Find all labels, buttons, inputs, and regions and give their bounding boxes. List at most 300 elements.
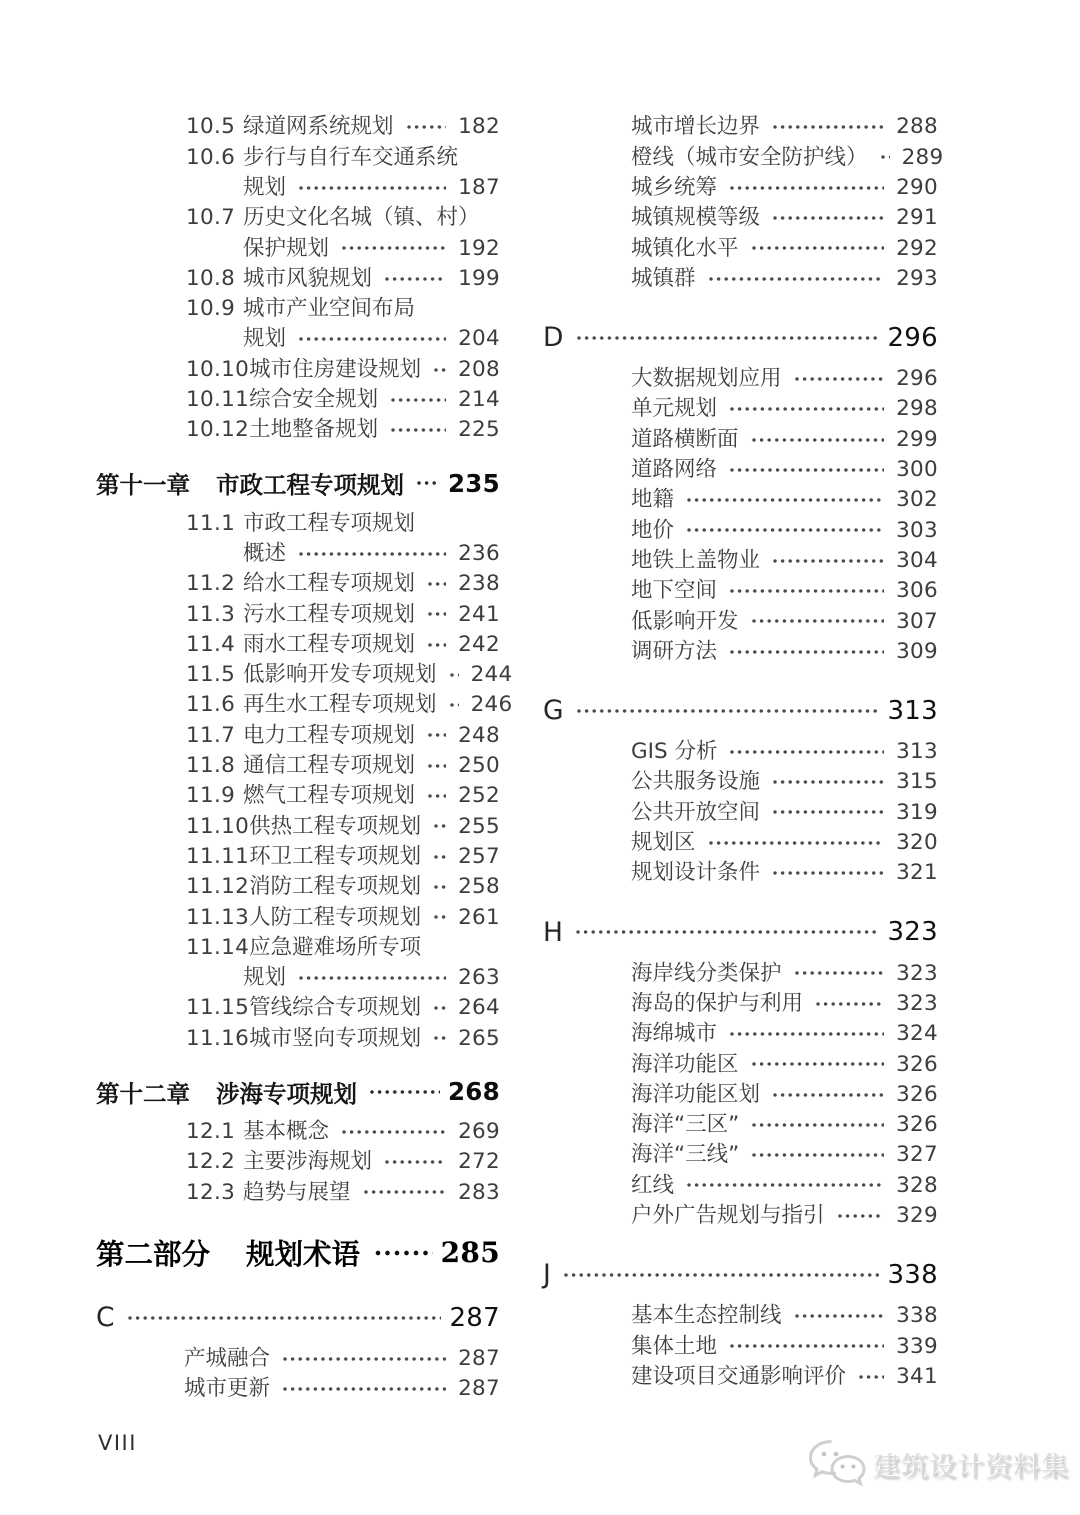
toc-entry-page: 265	[458, 1025, 500, 1051]
letter-label: C	[96, 1302, 116, 1333]
letter-page: 313	[887, 695, 938, 726]
toc-letter-heading	[543, 912, 938, 952]
toc-entry-title: 主要涉海规划	[243, 1149, 373, 1175]
dot-leader	[363, 1189, 446, 1195]
toc-row	[96, 1374, 500, 1404]
toc-entry-page: 293	[896, 265, 938, 291]
toc-entry-title: 城镇群	[631, 265, 696, 291]
toc-entry-title: 产城融合	[184, 1345, 271, 1371]
toc-entry-number: 11.6	[186, 692, 236, 718]
dot-leader	[575, 929, 879, 935]
toc-part-heading	[96, 1232, 500, 1274]
toc-entry-title: 城乡统筹	[631, 174, 718, 200]
toc-entry-page: 313	[896, 739, 938, 765]
toc-entry-title: 污水工程专项规划	[243, 601, 416, 627]
toc-entries-block	[543, 364, 938, 667]
dot-leader	[772, 124, 884, 130]
toc-row	[543, 546, 938, 576]
toc-entry-title: 历史文化名城（镇、村）	[243, 205, 480, 231]
toc-entry-page: 290	[896, 174, 938, 200]
toc-entry-number: 11.12	[186, 874, 250, 900]
letter-label: D	[543, 322, 564, 354]
toc-entries-block	[96, 508, 513, 1053]
toc-row	[543, 173, 938, 203]
toc-row	[543, 394, 938, 424]
toc-row	[543, 485, 938, 515]
toc-row	[543, 1331, 938, 1361]
toc-entry-page: 323	[896, 990, 938, 1016]
toc-entry-title: GIS 分析	[631, 739, 718, 765]
toc-entry-title: 海洋功能区	[631, 1051, 739, 1077]
toc-entry-page: 327	[896, 1142, 938, 1168]
toc-entry-title: 公共服务设施	[631, 769, 761, 795]
toc-entry-page: 258	[458, 874, 500, 900]
toc-row	[543, 1201, 938, 1231]
toc-row	[96, 1177, 500, 1207]
dot-leader	[772, 809, 884, 815]
toc-entry-page: 324	[896, 1021, 938, 1047]
toc-entry-page: 339	[896, 1333, 938, 1359]
toc-row	[96, 1147, 500, 1177]
toc-entry-title: 城市更新	[184, 1376, 271, 1402]
toc-letter-heading	[543, 318, 938, 358]
toc-row	[96, 599, 500, 629]
toc-entries-block	[543, 958, 938, 1231]
toc-entry-number: 11.7	[186, 722, 236, 748]
dot-leader	[433, 914, 446, 920]
toc-entry-title: 红线	[631, 1172, 675, 1198]
toc-row	[543, 858, 938, 888]
toc-entry-title: 人防工程专项规划	[249, 904, 422, 930]
toc-row	[543, 112, 938, 142]
toc-entry-title: 集体土地	[631, 1333, 718, 1359]
dot-leader	[751, 1122, 884, 1128]
toc-entry-title: 调研方法	[631, 638, 718, 664]
toc-row	[96, 173, 500, 203]
toc-entry-number: 11.1	[186, 510, 236, 536]
dot-leader	[751, 245, 884, 251]
dot-leader	[433, 367, 446, 373]
wechat-icon	[806, 1437, 868, 1491]
toc-entries-block	[543, 1301, 938, 1392]
toc-row	[96, 539, 500, 569]
dot-leader	[433, 823, 446, 829]
toc-entry-number: 11.8	[186, 753, 236, 779]
toc-entry-page: 236	[458, 540, 500, 566]
toc-row	[96, 142, 500, 172]
toc-entry-title: 海岸线分类保护	[631, 960, 782, 986]
toc-entry-title: 地下空间	[631, 578, 718, 604]
toc-entry-page: 187	[458, 174, 500, 200]
toc-entries-block	[543, 737, 938, 888]
toc-row	[96, 720, 500, 750]
watermark	[806, 1437, 1069, 1491]
dot-leader	[576, 335, 880, 341]
toc-entry-title: 公共开放空间	[631, 799, 761, 825]
page-number: VIII	[98, 1431, 137, 1455]
toc-entry-number: 11.13	[186, 904, 250, 930]
toc-entry-page: 296	[896, 366, 938, 392]
dot-leader	[815, 1001, 884, 1007]
dot-leader	[729, 1031, 884, 1037]
toc-entry-number: 11.9	[186, 783, 236, 809]
toc-row	[96, 811, 500, 841]
heading-page: 285	[440, 1236, 500, 1269]
toc-row	[96, 690, 513, 720]
dot-leader	[427, 732, 446, 738]
toc-entry-page: 307	[896, 608, 938, 634]
toc-entry-title: 步行与自行车交通系统	[243, 144, 459, 170]
toc-row	[543, 1362, 938, 1392]
dot-leader	[449, 672, 459, 678]
toc-entry-title: 城市住房建设规划	[249, 356, 422, 382]
dot-leader	[433, 1005, 446, 1011]
toc-letter-heading	[96, 1298, 500, 1338]
heading-number: 第十二章	[96, 1079, 190, 1108]
dot-leader	[772, 870, 884, 876]
dot-leader	[751, 618, 884, 624]
toc-row	[543, 1079, 938, 1109]
toc-entry-page: 326	[896, 1081, 938, 1107]
toc-row	[543, 606, 938, 636]
dot-leader	[369, 1089, 440, 1095]
toc-row	[96, 508, 500, 538]
toc-entry-page: 283	[458, 1179, 500, 1205]
toc-entry-page: 288	[896, 114, 938, 140]
toc-entry-title: 城镇规模等级	[631, 205, 761, 231]
toc-row	[96, 842, 500, 872]
toc-row	[543, 1110, 938, 1140]
toc-entry-title: 趋势与展望	[243, 1179, 351, 1205]
toc-entry-page: 326	[896, 1112, 938, 1138]
dot-leader	[282, 1356, 446, 1362]
toc-row	[543, 636, 938, 666]
toc-entry-title: 道路网络	[631, 457, 718, 483]
toc-entry-page: 319	[896, 799, 938, 825]
toc-entry-title: 供热工程专项规划	[249, 813, 422, 839]
toc-entry-page: 289	[901, 144, 944, 170]
toc-entries-block	[96, 1344, 500, 1405]
toc-entry-number: 11.16	[186, 1025, 250, 1051]
toc-row	[543, 958, 938, 988]
toc-entry-title: 综合安全规划	[249, 387, 379, 413]
toc-row	[543, 515, 938, 545]
toc-entry-page: 302	[896, 487, 938, 513]
letter-label: H	[543, 916, 564, 948]
toc-column-left	[96, 0, 513, 1404]
toc-row	[96, 263, 500, 293]
toc-row	[543, 737, 938, 767]
toc-entry-number: 10.5	[186, 114, 236, 140]
toc-entry-number: 11.10	[186, 813, 250, 839]
toc-row	[543, 263, 938, 293]
toc-row	[96, 781, 500, 811]
toc-row	[96, 872, 500, 902]
dot-leader	[127, 1315, 441, 1321]
dot-leader	[374, 1249, 433, 1257]
toc-entry-number: 10.10	[186, 356, 250, 382]
toc-entry-number: 12.2	[186, 1149, 236, 1175]
toc-entry-title: 电力工程专项规划	[243, 722, 416, 748]
toc-entry-title: 土地整备规划	[249, 417, 379, 443]
toc-entry-page: 341	[896, 1363, 938, 1389]
dot-leader	[282, 1386, 446, 1392]
toc-entry-page: 320	[896, 830, 938, 856]
toc-entry-page: 199	[458, 265, 500, 291]
toc-entry-page: 329	[896, 1203, 938, 1228]
toc-entry-title: 再生水工程专项规划	[243, 692, 437, 718]
toc-entry-title: 管线综合专项规划	[249, 995, 422, 1021]
toc-entry-title: 户外广告规划与指引	[631, 1203, 825, 1228]
toc-letter-heading	[543, 691, 938, 731]
toc-entry-title: 大数据规划应用	[631, 366, 782, 392]
toc-entry-title: 海岛的保护与利用	[631, 990, 804, 1016]
dot-leader	[751, 437, 884, 443]
watermark-text: 建筑设计资料集	[873, 1451, 1069, 1483]
toc-row	[96, 751, 500, 781]
dot-leader	[772, 1092, 884, 1098]
toc-row	[96, 932, 500, 962]
toc-row	[96, 993, 500, 1023]
dot-leader	[794, 376, 884, 382]
toc-entry-page: 261	[458, 904, 500, 930]
toc-entry-title: 规划区	[631, 830, 696, 856]
toc-entry-title: 规划	[243, 326, 287, 352]
toc-entry-page: 242	[458, 631, 500, 657]
letter-page: 323	[887, 917, 938, 948]
heading-page: 235	[447, 468, 500, 498]
toc-entry-title: 单元规划	[631, 396, 718, 422]
toc-entry-title: 地铁上盖物业	[631, 547, 761, 573]
dot-leader	[880, 154, 890, 160]
toc-entry-number: 10.9	[186, 296, 236, 322]
toc-entry-page: 315	[896, 769, 938, 795]
dot-leader	[729, 1343, 884, 1349]
toc-row	[96, 324, 500, 354]
toc-entry-title: 规划	[243, 965, 287, 991]
dot-leader	[729, 406, 884, 412]
toc-entry-title: 规划设计条件	[631, 860, 761, 886]
toc-entry-title: 给水工程专项规划	[243, 571, 416, 597]
dot-leader	[449, 702, 459, 708]
dot-leader	[427, 793, 446, 799]
toc-row	[96, 1344, 500, 1374]
toc-row	[96, 963, 500, 993]
dot-leader	[341, 245, 446, 251]
toc-entry-number: 11.2	[186, 571, 236, 597]
dot-leader	[416, 480, 440, 486]
toc-row	[543, 203, 938, 233]
letter-label: G	[543, 695, 565, 727]
dot-leader	[341, 1129, 446, 1135]
dot-leader	[427, 611, 446, 617]
toc-row	[96, 1117, 500, 1147]
heading-number: 第二部分	[96, 1237, 211, 1271]
toc-row	[543, 828, 938, 858]
toc-entry-page: 214	[458, 387, 500, 413]
toc-entry-title: 环卫工程专项规划	[249, 843, 422, 869]
toc-entry-title: 通信工程专项规划	[243, 753, 416, 779]
heading-page: 268	[447, 1077, 500, 1107]
toc-entry-page: 257	[458, 843, 500, 869]
toc-entry-page: 204	[458, 326, 500, 352]
toc-row	[543, 455, 938, 485]
toc-entry-title: 海绵城市	[631, 1021, 718, 1047]
heading-title: 规划术语	[246, 1237, 361, 1271]
dot-leader	[406, 124, 446, 130]
dot-leader	[751, 1152, 884, 1158]
toc-entry-title: 城市竖向专项规划	[249, 1025, 422, 1051]
toc-entry-title: 低影响开发专项规划	[243, 662, 437, 688]
toc-entry-title: 城市增长边界	[631, 114, 761, 140]
toc-entry-page: 321	[896, 860, 938, 886]
toc-entry-number: 10.12	[186, 417, 250, 443]
toc-row	[96, 1023, 500, 1053]
toc-entry-number: 10.8	[186, 265, 236, 291]
toc-row	[543, 1170, 938, 1200]
toc-entry-page: 255	[458, 813, 500, 839]
toc-entries-block	[543, 112, 944, 294]
toc-row	[96, 112, 500, 142]
toc-entry-page: 272	[458, 1149, 500, 1175]
dot-leader	[729, 185, 884, 191]
dot-leader	[794, 970, 884, 976]
toc-letter-heading	[543, 1255, 938, 1295]
toc-entry-title: 基本生态控制线	[631, 1303, 782, 1329]
toc-entry-page: 248	[458, 722, 500, 748]
toc-entry-title: 橙线（城市安全防护线）	[631, 144, 868, 170]
toc-column-right	[543, 0, 944, 1392]
dot-leader	[427, 581, 446, 587]
toc-entry-page: 238	[458, 571, 500, 597]
toc-entry-page: 250	[458, 753, 500, 779]
toc-entry-page: 309	[896, 638, 938, 664]
toc-entry-page: 328	[896, 1172, 938, 1198]
dot-leader	[384, 1159, 446, 1165]
dot-leader	[729, 467, 884, 473]
toc-entry-page: 252	[458, 783, 500, 809]
toc-entry-title: 地籍	[631, 487, 675, 513]
toc-entry-title: 概述	[243, 540, 287, 566]
dot-leader	[837, 1213, 884, 1219]
toc-row	[96, 385, 500, 415]
dot-leader	[751, 1061, 884, 1067]
heading-title: 涉海专项规划	[216, 1079, 357, 1108]
toc-row	[543, 142, 944, 172]
toc-entry-number: 11.15	[186, 995, 250, 1021]
toc-row	[543, 364, 938, 394]
toc-entry-page: 182	[458, 114, 500, 140]
toc-entry-number: 11.14	[186, 934, 250, 960]
toc-entries-block	[96, 1117, 500, 1208]
toc-entry-page: 287	[458, 1345, 500, 1371]
dot-leader	[858, 1374, 884, 1380]
toc-entry-title: 应急避难场所专项	[249, 934, 422, 960]
toc-entry-number: 12.1	[186, 1119, 236, 1144]
toc-entry-page: 244	[470, 662, 513, 688]
dot-leader	[390, 427, 446, 433]
dot-leader	[576, 708, 879, 714]
toc-entry-page: 323	[896, 960, 938, 986]
toc-entry-page: 263	[458, 965, 500, 991]
dot-leader	[563, 1272, 879, 1278]
toc-entry-page: 208	[458, 356, 500, 382]
toc-entry-title: 消防工程专项规划	[249, 874, 422, 900]
toc-entry-page: 299	[896, 426, 938, 452]
dot-leader	[433, 884, 446, 890]
toc-entry-number: 10.6	[186, 144, 236, 170]
toc-row	[96, 569, 500, 599]
dot-leader	[298, 551, 446, 557]
toc-row	[96, 294, 500, 324]
toc-entry-number: 11.5	[186, 662, 236, 688]
dot-leader	[729, 649, 884, 655]
toc-entry-title: 低影响开发	[631, 608, 739, 634]
toc-entry-page: 298	[896, 396, 938, 422]
toc-row	[543, 424, 938, 454]
toc-entry-page: 264	[458, 995, 500, 1021]
toc-row	[543, 1049, 938, 1079]
letter-page: 296	[887, 322, 938, 353]
toc-row	[96, 902, 500, 932]
toc-chapter-heading	[96, 1074, 500, 1110]
toc-row	[96, 203, 500, 233]
heading-number: 第十一章	[96, 471, 190, 500]
toc-chapter-heading	[96, 465, 500, 501]
toc-entry-title: 规划	[243, 174, 287, 200]
toc-row	[543, 1140, 938, 1170]
dot-leader	[708, 840, 884, 846]
toc-entry-title: 道路横断面	[631, 426, 739, 452]
dot-leader	[427, 642, 446, 648]
toc-entry-title: 市政工程专项规划	[243, 510, 416, 536]
toc-entry-title: 雨水工程专项规划	[243, 631, 416, 657]
toc-row	[96, 660, 513, 690]
dot-leader	[772, 215, 884, 221]
dot-leader	[686, 1182, 884, 1188]
toc-row	[543, 233, 938, 263]
dot-leader	[298, 185, 446, 191]
dot-leader	[298, 975, 446, 981]
dot-leader	[686, 497, 884, 503]
dot-leader	[686, 527, 884, 533]
toc-entry-page: 291	[896, 205, 938, 231]
letter-page: 287	[449, 1302, 500, 1333]
toc-entry-page: 338	[896, 1303, 938, 1329]
toc-row	[96, 629, 500, 659]
toc-entry-page: 287	[458, 1376, 500, 1402]
toc-entry-title: 保护规划	[243, 235, 330, 261]
toc-entry-page: 303	[896, 517, 938, 543]
toc-entry-page: 225	[458, 417, 500, 443]
toc-entry-page: 192	[458, 235, 500, 261]
dot-leader	[427, 763, 446, 769]
toc-row	[543, 576, 938, 606]
toc-entry-page: 306	[896, 578, 938, 604]
dot-leader	[729, 588, 884, 594]
toc-entry-title: 海洋功能区划	[631, 1081, 761, 1107]
toc-entry-title: 绿道网系统规划	[243, 114, 394, 140]
dot-leader	[433, 854, 446, 860]
dot-leader	[708, 276, 884, 282]
toc-row	[543, 797, 938, 827]
toc-entry-number: 11.11	[186, 843, 250, 869]
letter-page: 338	[887, 1259, 938, 1290]
toc-entry-number: 10.7	[186, 205, 236, 231]
toc-entry-number: 10.11	[186, 387, 250, 413]
toc-entry-page: 304	[896, 547, 938, 573]
toc-row	[96, 233, 500, 263]
